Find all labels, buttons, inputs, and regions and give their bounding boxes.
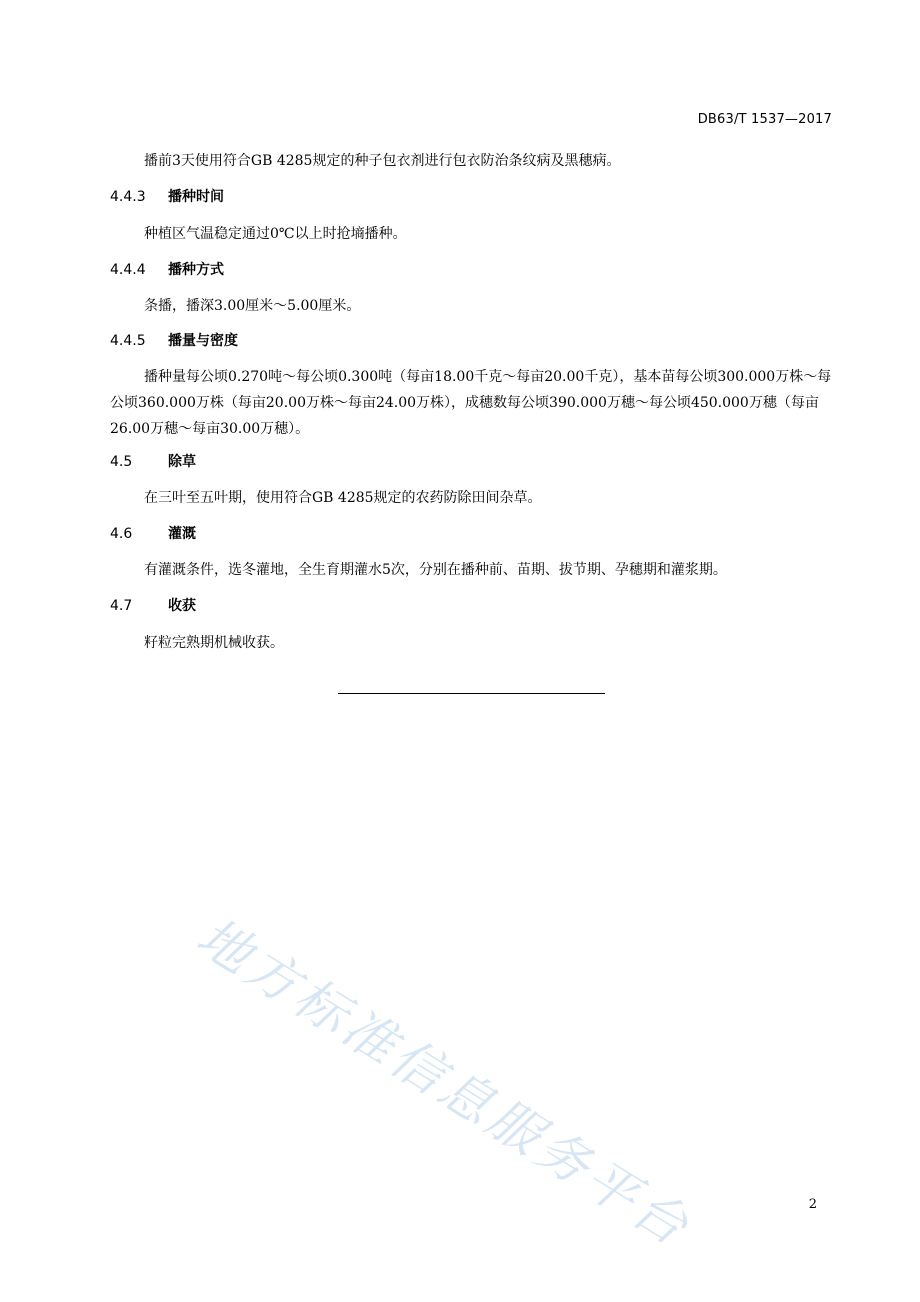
- section-number: 4.4.5: [110, 333, 146, 349]
- harvest-paragraph: 籽粒完熟期机械收获。: [144, 635, 284, 651]
- section-heading-4-4-4: [110, 260, 224, 280]
- weeding-paragraph: 在三叶至五叶期，使用符合GB 4285规定的农药防除田间杂草。: [144, 490, 542, 506]
- section-heading-4-4-3: [110, 187, 224, 207]
- section-title: 收获: [168, 598, 196, 614]
- page-number: 2: [808, 1197, 817, 1212]
- section-heading-4-5: [110, 452, 196, 472]
- watermark-text: 地方标准信息服务平台: [186, 906, 702, 1260]
- section-title: 播种方式: [168, 262, 224, 278]
- section-number: 4.5: [110, 454, 133, 470]
- section-number: 4.6: [110, 526, 133, 542]
- section-heading-4-4-5: [110, 331, 238, 351]
- section-title: 灌溉: [168, 526, 196, 542]
- sowing-time-paragraph: 种植区气温稳定通过0℃以上时抢墒播种。: [144, 226, 407, 242]
- section-heading-4-6: [110, 524, 196, 544]
- end-of-document-rule: [338, 693, 605, 694]
- document-code: DB63/T 1537—2017: [697, 112, 832, 127]
- section-number: 4.4.3: [110, 189, 146, 205]
- section-number: 4.4.4: [110, 262, 146, 278]
- seed-treatment-paragraph: 播前3天使用符合GB 4285规定的种子包衣剂进行包衣防治条纹病及黑穗病。: [144, 153, 621, 169]
- section-title: 播量与密度: [168, 333, 238, 349]
- section-heading-4-7: [110, 596, 196, 616]
- sowing-method-paragraph: 条播，播深3.00厘米～5.00厘米。: [144, 298, 361, 314]
- seeding-rate-paragraph: 播种量每公顷0.270吨～每公顷0.300吨（每亩18.00千克～每亩20.00千克），基本苗每公顷300.000万株～每公顷360.000万株（每亩20.00万株～每亩24.00万株），成穗数每公顷390.000万穗～每公顷450.000万穗（每亩26.00万穗～每亩30.00万穗）。: [110, 369, 832, 437]
- section-number: 4.7: [110, 598, 133, 614]
- section-title: 除草: [168, 454, 196, 470]
- section-title: 播种时间: [168, 189, 224, 205]
- irrigation-paragraph: 有灌溉条件，选冬灌地，全生育期灌水5次，分别在播种前、苗期、拔节期、孕穗期和灌浆期。: [144, 562, 727, 578]
